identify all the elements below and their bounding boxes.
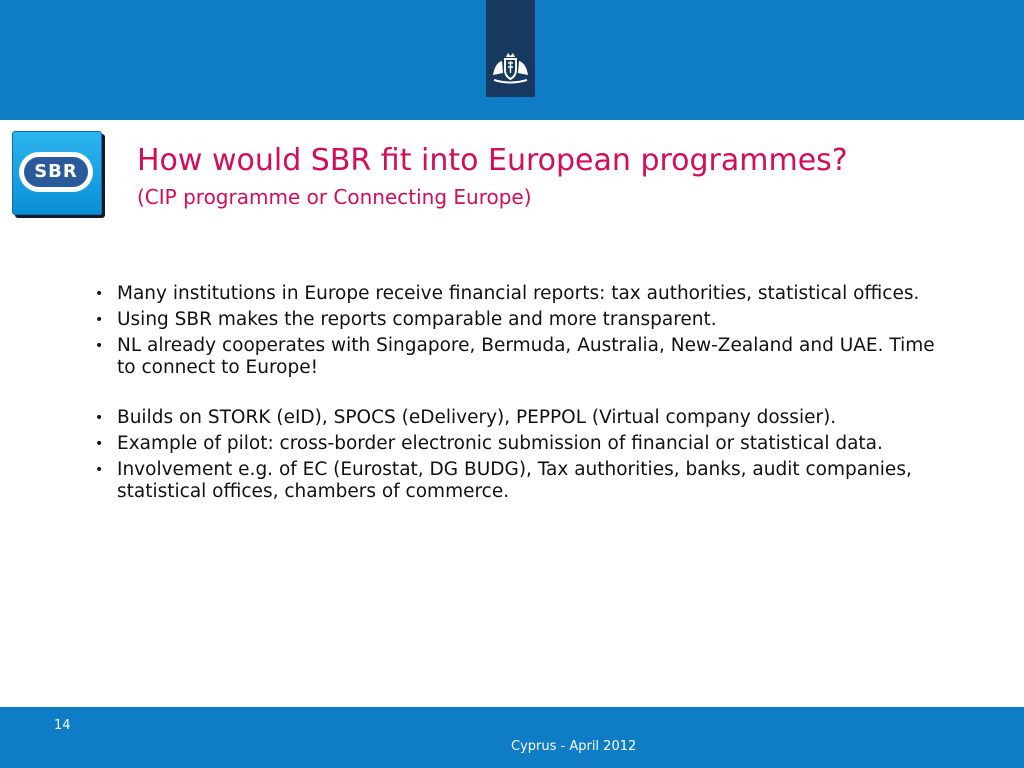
bullet-dot: •	[95, 286, 104, 302]
bullet-text: Involvement e.g. of EC (Eurostat, DG BUDG), Tax authorities, banks, audit companies, statistical offices, chambers of commerce.	[117, 459, 912, 502]
bullet-dot: •	[95, 410, 104, 426]
bullet-item	[95, 407, 945, 429]
slide-title: How would SBR fit into European programmes?	[137, 143, 848, 178]
slide-subtitle: (CIP programme or Connecting Europe)	[137, 185, 532, 209]
footer-text: Cyprus - April 2012	[511, 739, 637, 754]
bullet-dot: •	[95, 312, 104, 328]
royal-coat-of-arms-icon	[490, 51, 531, 85]
sbr-logo	[12, 131, 102, 215]
bullet-text: NL already cooperates with Singapore, Bermuda, Australia, New-Zealand and UAE. Time to connect to Europe!	[117, 335, 935, 378]
bullet-text: Many institutions in Europe receive financial reports: tax authorities, statistical offices.	[117, 283, 920, 304]
bullet-item	[95, 335, 945, 379]
sbr-logo-text: SBR	[24, 157, 88, 187]
bullet-text: Builds on STORK (eID), SPOCS (eDelivery), PEPPOL (Virtual company dossier).	[117, 407, 837, 428]
bullet-text: Using SBR makes the reports comparable and more transparent.	[117, 309, 717, 330]
sbr-logo-pill	[19, 152, 93, 192]
bullet-text: Example of pilot: cross-border electronic submission of financial or statistical data.	[117, 433, 883, 454]
crest-tab	[486, 0, 535, 97]
bullet-dot: •	[95, 436, 104, 452]
bullet-list	[95, 283, 945, 507]
page-number: 14	[54, 718, 71, 733]
header-band	[0, 0, 1024, 120]
bullet-dot: •	[95, 338, 104, 354]
bullet-dot: •	[95, 462, 104, 478]
bullet-item	[95, 283, 945, 305]
bullet-item	[95, 309, 945, 331]
bullet-item	[95, 433, 945, 455]
bullet-item	[95, 459, 945, 503]
footer-band	[0, 707, 1024, 768]
